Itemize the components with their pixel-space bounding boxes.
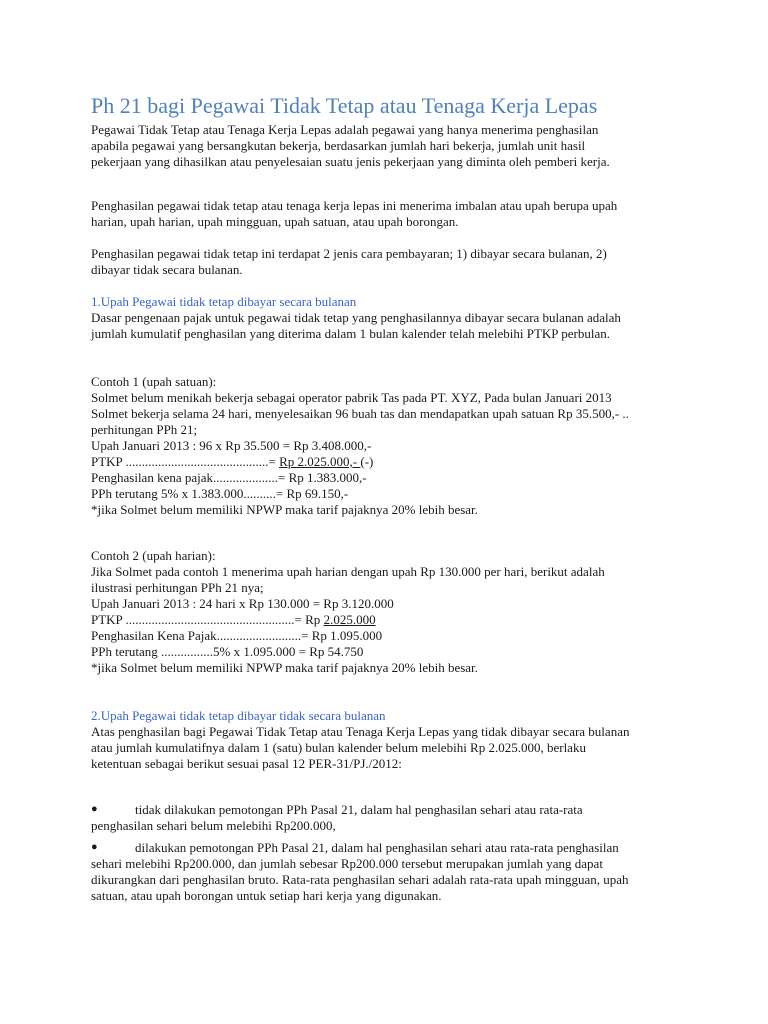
example2-ptkp-line: PTKP ....................................................= Rp 2.025.000	[91, 612, 376, 627]
bullet-icon: ●	[91, 841, 98, 853]
bullet-item-2: dilakukan pemotongan PPh Pasal 21, dalam hal penghasilan sehari atau rata-rata penghasilan	[135, 840, 619, 855]
section-heading-2: 2.Upah Pegawai tidak tetap dibayar tidak secara bulanan	[91, 708, 386, 723]
bullet-item-2-cont: sehari melebihi Rp200.000, dan jumlah sebesar Rp200.000 tersebut merupakan jumlah yang dapat dikurangkan dari penghasilan bruto. Rata-rata penghasilan sehari adalah rata-rata upah mingguan, upah satuan, atau upah borongan untuk setiap hari kerja yang digunakan.	[91, 856, 629, 903]
section1-paragraph: Dasar pengenaan pajak untuk pegawai tidak tetap yang penghasilannya dibayar secara bulanan adalah jumlah kumulatif penghasilan yang diterima dalam 1 bulan kalender telah melebihi PTKP perbulan.	[91, 310, 621, 341]
section-heading-1: 1.Upah Pegawai tidak tetap dibayar secara bulanan	[91, 294, 357, 309]
income-paragraph: Penghasilan pegawai tidak tetap atau tenaga kerja lepas ini menerima imbalan atau upah berupa upah harian, upah harian, upah mingguan, upah satuan, atau upah borongan.	[91, 198, 618, 229]
bullet-icon: ●	[91, 803, 98, 815]
example1-ptkp-line: PTKP ............................................= Rp 2.025.000,- (-)	[91, 454, 374, 469]
bullet-item-1: tidak dilakukan pemotongan PPh Pasal 21, dalam hal penghasilan sehari atau rata-rata	[135, 802, 583, 817]
payment-methods-paragraph: Penghasilan pegawai tidak tetap ini terdapat 2 jenis cara pembayaran; 1) dibayar secara bulanan, 2) dibayar tidak secara bulanan.	[91, 246, 607, 277]
intro-paragraph: Pegawai Tidak Tetap atau Tenaga Kerja Lepas adalah pegawai yang hanya menerima penghasilan apabila pegawai yang bersangkutan bekerja, berdasarkan jumlah hari bekerja, jumlah unit hasil pekerjaan yang dihasilkan atau penyelesaian suatu jenis pekerjaan yang diminta oleh pemberi kerja.	[91, 122, 610, 169]
example2: Contoh 2 (upah harian): Jika Solmet pada contoh 1 menerima upah harian dengan upah Rp 130.000 per hari, berikut adalah ilustrasi perhitungan PPh 21 nya; Upah Januari 2013 : 24 hari x Rp 130.000 = Rp 3.120.000 PTKP ....................................................= Rp 2.025.000 Penghasilan Kena Pajak..........................= Rp 1.095.000 PPh terutang ................5% x 1.095.000 = Rp 54.750 *jika Solmet belum memiliki NPWP maka tarif pajaknya 20% lebih besar.	[91, 548, 731, 676]
section2-paragraph: Atas penghasilan bagi Pegawai Tidak Tetap atau Tenaga Kerja Lepas yang tidak dibayar secara bulanan atau jumlah kumulatifnya dalam 1 (satu) bulan kalender belum melebihi Rp 2.025.000, berlaku ketentuan sebagai berikut sesuai pasal 12 PER-31/PJ./2012:	[91, 724, 630, 771]
bullet-item-1-cont: penghasilan sehari belum melebihi Rp200.000,	[91, 818, 336, 833]
example1: Contoh 1 (upah satuan): Solmet belum menikah bekerja sebagai operator pabrik Tas pada PT. XYZ, Pada bulan Januari 2013 Solmet bekerja selama 24 hari, menyelesaikan 96 buah tas dan mendapatkan upah satuan Rp 35.500,- .. perhitungan PPh 21; Upah Januari 2013 : 96 x Rp 35.500 = Rp 3.408.000,- PTKP ............................................= Rp 2.025.000,- (-) Penghasilan kena pajak....................= Rp 1.383.000,- PPh terutang 5% x 1.383.000..........= Rp 69.150,- *jika Solmet belum memiliki NPWP maka tarif pajaknya 20% lebih besar.	[91, 374, 731, 518]
page-title: Ph 21 bagi Pegawai Tidak Tetap atau Tenaga Kerja Lepas	[91, 93, 598, 118]
